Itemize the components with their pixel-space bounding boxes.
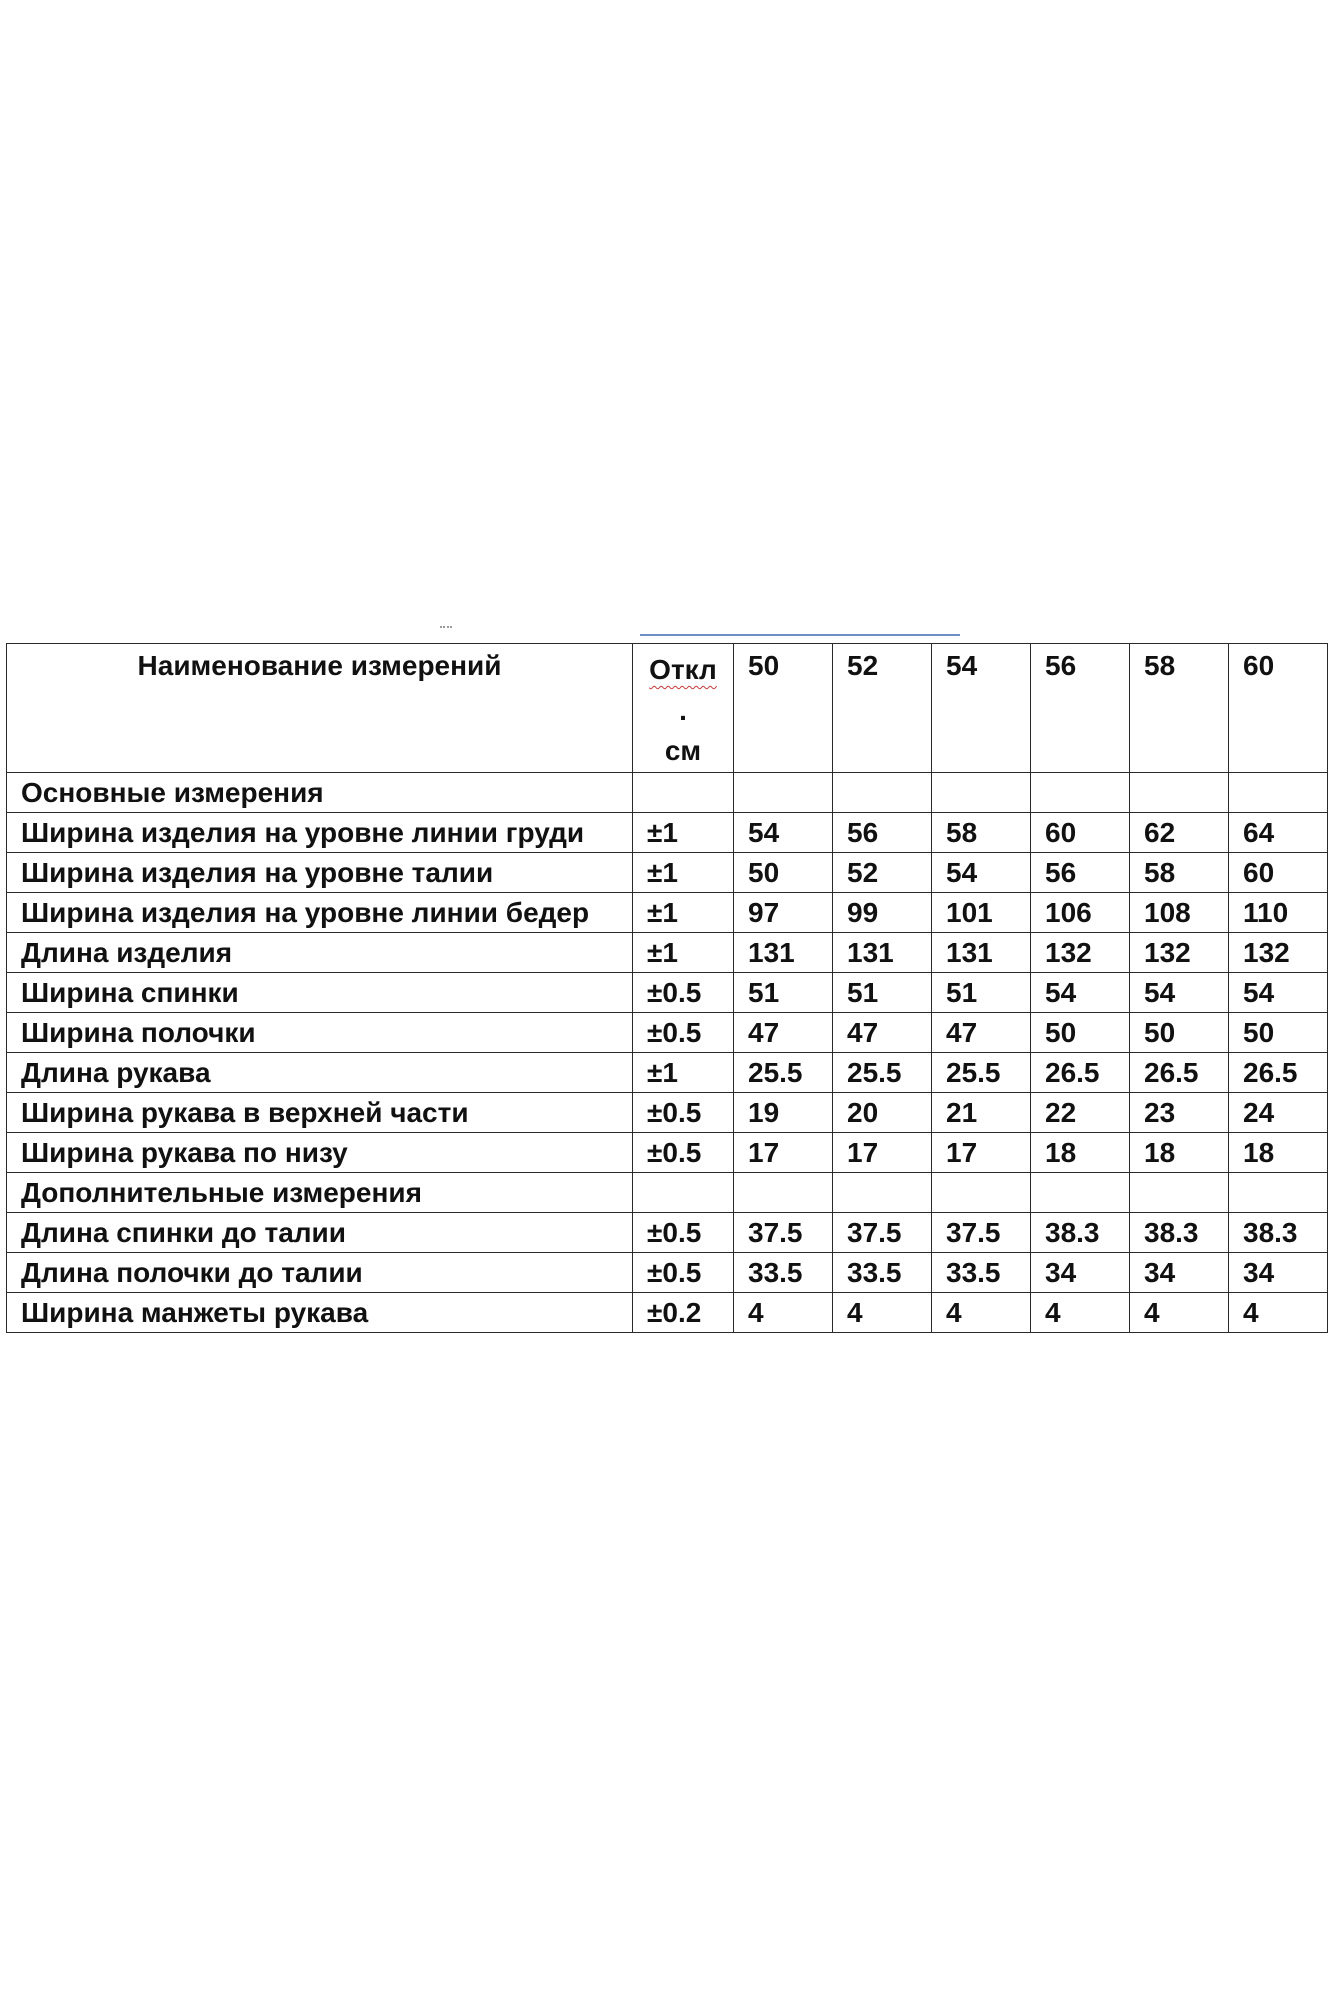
size-value: 24 (1229, 1092, 1328, 1132)
size-value: 50 (1229, 1012, 1328, 1052)
size-value: 60 (1031, 812, 1130, 852)
table-row (7, 852, 1328, 892)
size-value: 56 (833, 812, 932, 852)
size-value: 106 (1031, 892, 1130, 932)
size-value: 4 (734, 1292, 833, 1332)
table-row (7, 812, 1328, 852)
empty-cell (734, 1172, 833, 1212)
size-value: 131 (932, 932, 1031, 972)
size-value: 38.3 (1130, 1212, 1229, 1252)
size-value: 60 (1229, 852, 1328, 892)
empty-cell (1130, 772, 1229, 812)
header-size: 52 (833, 644, 932, 773)
size-value: 21 (932, 1092, 1031, 1132)
size-value: 17 (734, 1132, 833, 1172)
empty-cell (1229, 1172, 1328, 1212)
size-value: 97 (734, 892, 833, 932)
empty-cell (932, 772, 1031, 812)
size-value: 4 (1229, 1292, 1328, 1332)
header-tolerance-line: Откл (649, 654, 717, 685)
measurement-name: Длина рукава (7, 1052, 633, 1092)
size-value: 47 (833, 1012, 932, 1052)
tolerance-value: ±0.5 (633, 1212, 734, 1252)
size-value: 101 (932, 892, 1031, 932)
size-value: 54 (1130, 972, 1229, 1012)
measurement-name: Ширина изделия на уровне линии груди (7, 812, 633, 852)
table-row (7, 1292, 1328, 1332)
measurement-name: Ширина изделия на уровне талии (7, 852, 633, 892)
size-value: 54 (1031, 972, 1130, 1012)
size-value: 26.5 (1130, 1052, 1229, 1092)
size-value: 50 (1130, 1012, 1229, 1052)
tolerance-value: ±1 (633, 892, 734, 932)
empty-cell (833, 772, 932, 812)
size-value: 34 (1229, 1252, 1328, 1292)
size-value: 110 (1229, 892, 1328, 932)
measurement-name: Ширина манжеты рукава (7, 1292, 633, 1332)
size-value: 4 (1031, 1292, 1130, 1332)
table-row (7, 1252, 1328, 1292)
size-value: 50 (734, 852, 833, 892)
size-chart-table (6, 643, 1328, 1333)
tolerance-value: ±1 (633, 852, 734, 892)
header-tolerance-line: . (679, 694, 687, 726)
size-value: 38.3 (1229, 1212, 1328, 1252)
table-row (7, 1012, 1328, 1052)
measurement-name: Длина изделия (7, 932, 633, 972)
size-value: 18 (1130, 1132, 1229, 1172)
size-value: 26.5 (1229, 1052, 1328, 1092)
size-value: 37.5 (833, 1212, 932, 1252)
size-value: 33.5 (932, 1252, 1031, 1292)
size-value: 37.5 (734, 1212, 833, 1252)
empty-cell (833, 1172, 932, 1212)
empty-cell (633, 1172, 734, 1212)
tolerance-value: ±0.2 (633, 1292, 734, 1332)
size-value: 4 (932, 1292, 1031, 1332)
empty-cell (633, 772, 734, 812)
size-value: 64 (1229, 812, 1328, 852)
size-value: 58 (932, 812, 1031, 852)
size-value: 54 (932, 852, 1031, 892)
tolerance-value: ±0.5 (633, 1092, 734, 1132)
size-value: 132 (1229, 932, 1328, 972)
size-value: 47 (932, 1012, 1031, 1052)
empty-cell (734, 772, 833, 812)
size-value: 25.5 (932, 1052, 1031, 1092)
size-value: 18 (1031, 1132, 1130, 1172)
table-row (7, 892, 1328, 932)
size-value: 132 (1031, 932, 1130, 972)
measurement-name: Ширина рукава по низу (7, 1132, 633, 1172)
size-value: 54 (734, 812, 833, 852)
size-value: 17 (833, 1132, 932, 1172)
size-value: 37.5 (932, 1212, 1031, 1252)
empty-cell (1130, 1172, 1229, 1212)
section-title: Основные измерения (7, 772, 633, 812)
empty-cell (932, 1172, 1031, 1212)
header-size: 60 (1229, 644, 1328, 773)
measurement-name: Длина спинки до талии (7, 1212, 633, 1252)
tolerance-value: ±0.5 (633, 1252, 734, 1292)
size-value: 33.5 (734, 1252, 833, 1292)
section-title: Дополнительные измерения (7, 1172, 633, 1212)
table-row (7, 972, 1328, 1012)
size-value: 33.5 (833, 1252, 932, 1292)
table-row (7, 1212, 1328, 1252)
size-value: 22 (1031, 1092, 1130, 1132)
size-value: 20 (833, 1092, 932, 1132)
tolerance-value: ±0.5 (633, 1012, 734, 1052)
section-header-row (7, 772, 1328, 812)
tolerance-value: ±1 (633, 1052, 734, 1092)
size-value: 38.3 (1031, 1212, 1130, 1252)
size-value: 131 (734, 932, 833, 972)
size-value: 132 (1130, 932, 1229, 972)
empty-cell (1229, 772, 1328, 812)
size-value: 52 (833, 852, 932, 892)
size-value: 25.5 (833, 1052, 932, 1092)
size-value: 19 (734, 1092, 833, 1132)
empty-cell (1031, 772, 1130, 812)
header-size: 56 (1031, 644, 1130, 773)
size-value: 17 (932, 1132, 1031, 1172)
size-value: 51 (833, 972, 932, 1012)
size-value: 18 (1229, 1132, 1328, 1172)
measurement-name: Ширина полочки (7, 1012, 633, 1052)
measurement-name: Ширина рукава в верхней части (7, 1092, 633, 1132)
size-value: 26.5 (1031, 1052, 1130, 1092)
empty-cell (1031, 1172, 1130, 1212)
size-value: 23 (1130, 1092, 1229, 1132)
size-value: 99 (833, 892, 932, 932)
header-tolerance (633, 644, 734, 773)
header-measurement-name: Наименование измерений (7, 644, 633, 773)
table-row (7, 1052, 1328, 1092)
table-row (7, 1092, 1328, 1132)
tolerance-value: ±1 (633, 812, 734, 852)
header-size: 58 (1130, 644, 1229, 773)
size-value: 50 (1031, 1012, 1130, 1052)
size-value: 51 (734, 972, 833, 1012)
size-value: 58 (1130, 852, 1229, 892)
size-value: 54 (1229, 972, 1328, 1012)
table-row (7, 1132, 1328, 1172)
tolerance-value: ±1 (633, 932, 734, 972)
size-value: 4 (1130, 1292, 1229, 1332)
size-value: 131 (833, 932, 932, 972)
tolerance-value: ±0.5 (633, 972, 734, 1012)
size-value: 62 (1130, 812, 1229, 852)
size-value: 108 (1130, 892, 1229, 932)
header-size: 50 (734, 644, 833, 773)
measurement-name: Длина полочки до талии (7, 1252, 633, 1292)
decorative-line (640, 634, 960, 636)
decorative-dots (440, 626, 452, 632)
size-value: 47 (734, 1012, 833, 1052)
size-value: 4 (833, 1292, 932, 1332)
header-size: 54 (932, 644, 1031, 773)
table-row (7, 932, 1328, 972)
table-header-row (7, 644, 1328, 773)
size-value: 25.5 (734, 1052, 833, 1092)
size-value: 56 (1031, 852, 1130, 892)
header-tolerance-line: см (664, 735, 702, 767)
measurement-name: Ширина изделия на уровне линии бедер (7, 892, 633, 932)
measurement-name: Ширина спинки (7, 972, 633, 1012)
size-value: 34 (1130, 1252, 1229, 1292)
size-value: 34 (1031, 1252, 1130, 1292)
tolerance-value: ±0.5 (633, 1132, 734, 1172)
size-value: 51 (932, 972, 1031, 1012)
section-header-row (7, 1172, 1328, 1212)
